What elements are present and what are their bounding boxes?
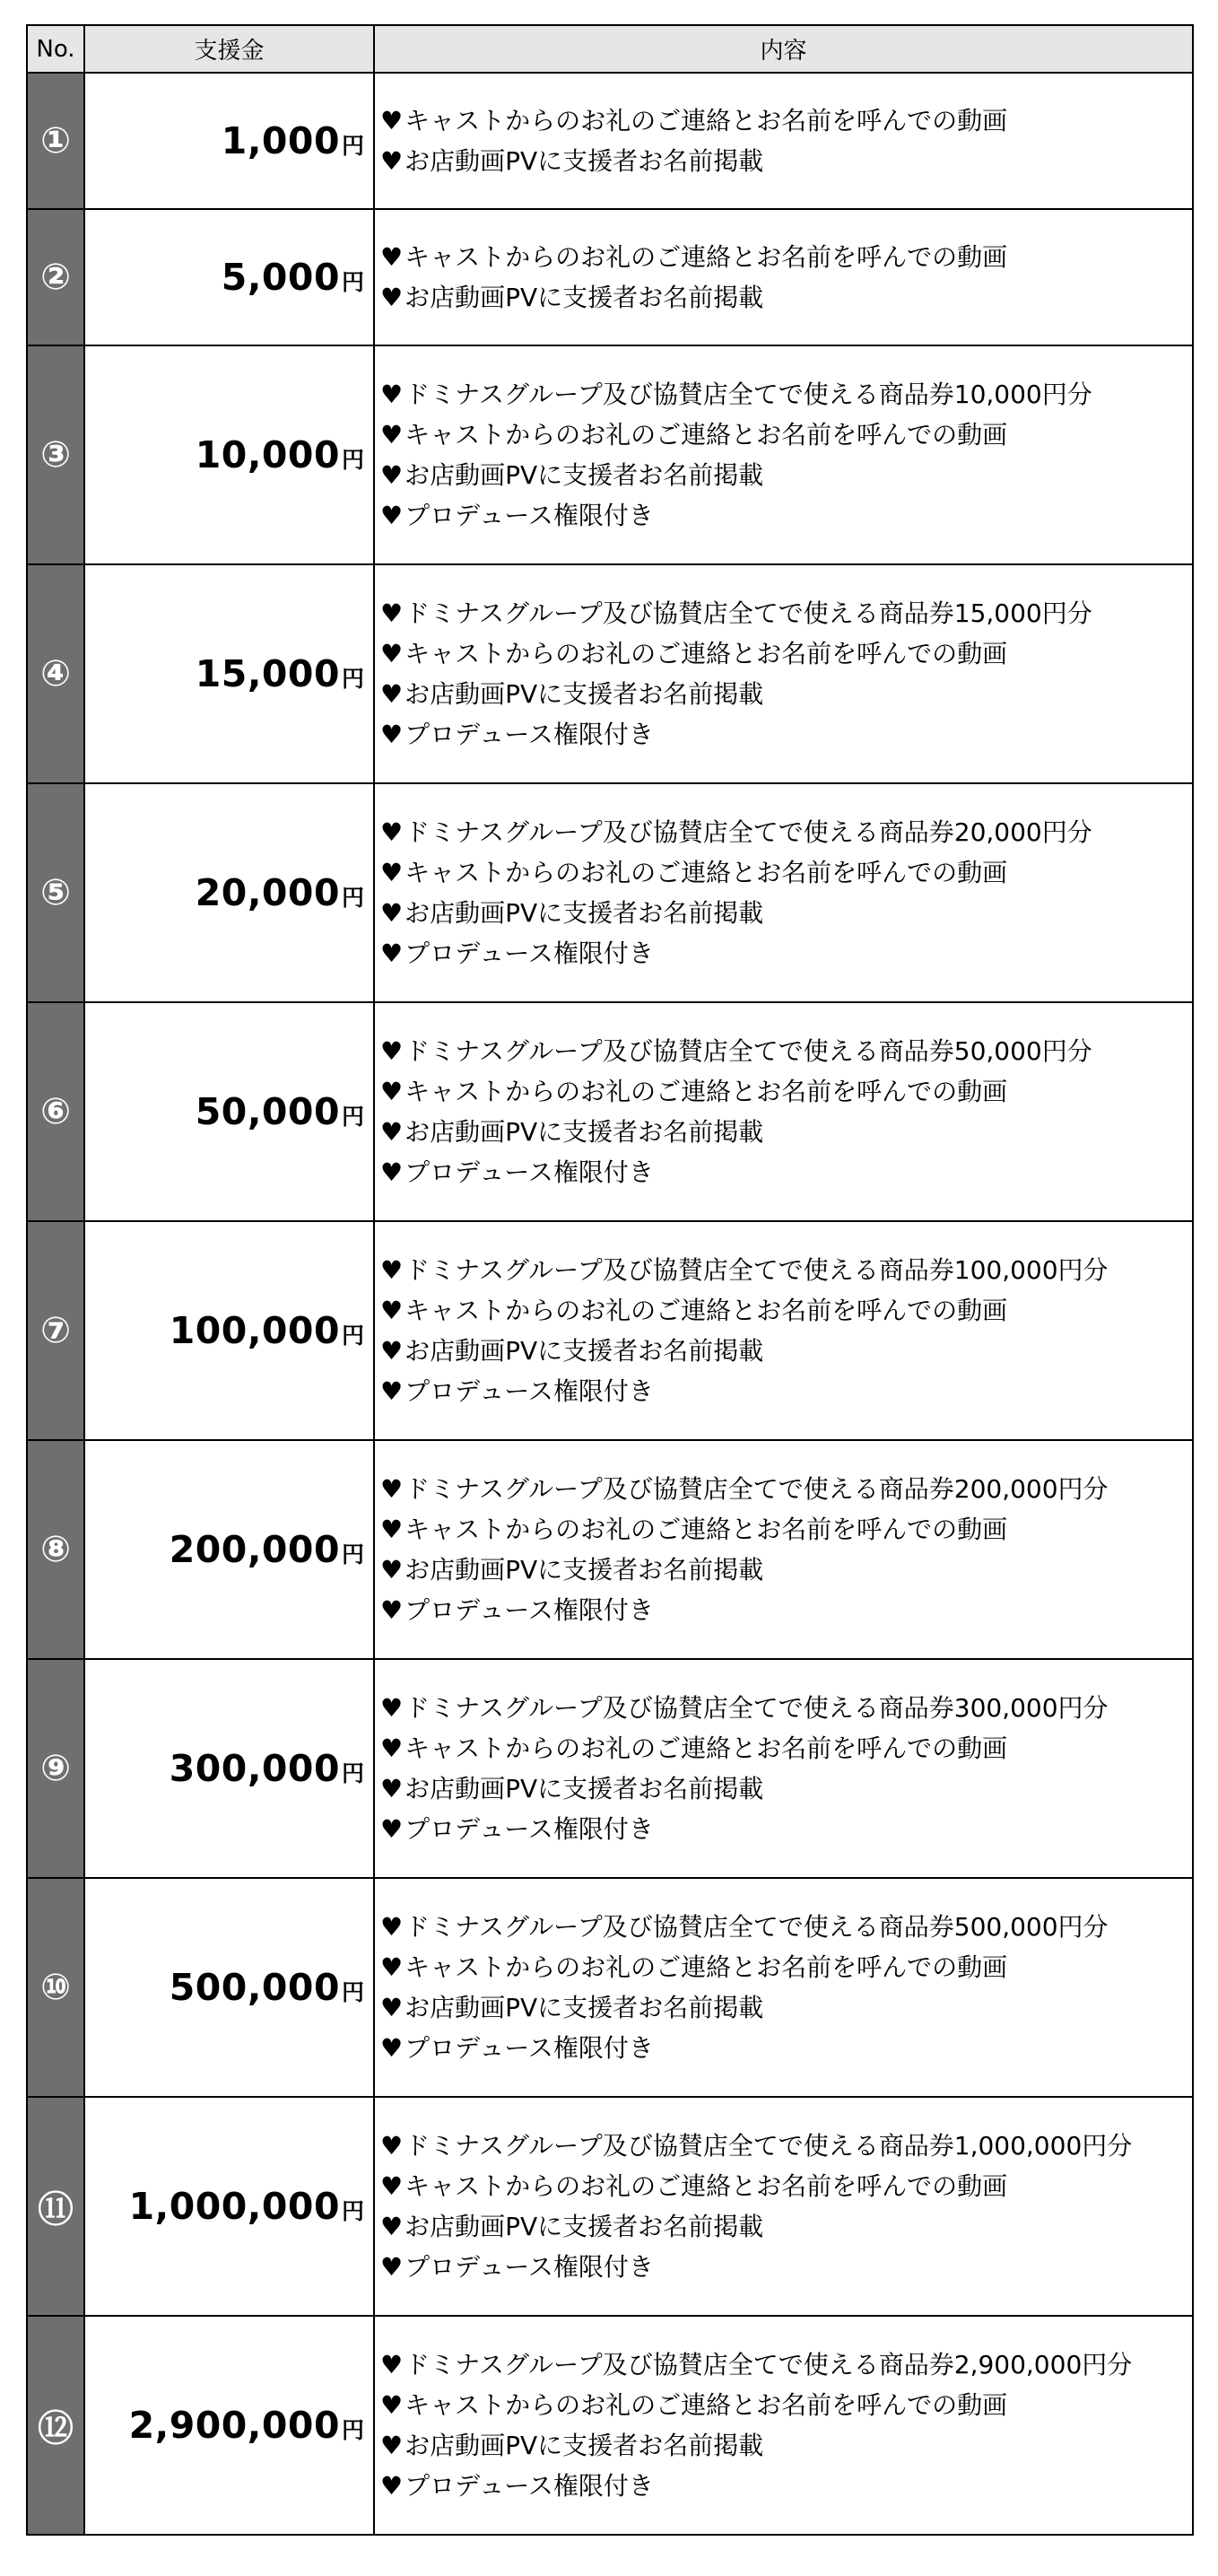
content-item-text: プロデュース権限付き	[405, 1814, 654, 1844]
row-number: ④	[27, 564, 84, 783]
content-item-text: キャストからのお礼のご連絡とお名前を呼んでの動画	[405, 639, 1008, 668]
content-item	[380, 812, 1187, 852]
table-row	[27, 73, 1193, 209]
heart-icon: ♥	[380, 858, 404, 887]
content-item	[380, 674, 1187, 714]
yen-unit: 円	[341, 2417, 364, 2443]
content-cell	[374, 345, 1193, 564]
content-item-text: キャストからのお礼のご連絡とお名前を呼んでの動画	[405, 106, 1008, 135]
content-cell	[374, 209, 1193, 345]
heart-icon: ♥	[380, 2033, 404, 2063]
heart-icon: ♥	[380, 1952, 404, 1982]
amount-cell	[84, 2097, 374, 2316]
amount-cell	[84, 1878, 374, 2097]
heart-icon: ♥	[380, 1993, 404, 2022]
content-item	[380, 1688, 1187, 1728]
yen-unit: 円	[341, 1760, 364, 1786]
table-row	[27, 783, 1193, 1002]
content-item-text: プロデュース権限付き	[405, 939, 654, 968]
amount-cell	[84, 1221, 374, 1440]
heart-icon: ♥	[380, 679, 404, 709]
content-cell	[374, 1002, 1193, 1221]
content-item	[380, 1728, 1187, 1768]
heart-icon: ♥	[380, 1515, 404, 1544]
content-item-text: ドミナスグループ及び協賛店全てで使える商品券20,000円分	[405, 817, 1092, 847]
row-number: ⑩	[27, 1878, 84, 2097]
amount-cell	[84, 73, 374, 209]
content-item	[380, 2345, 1187, 2385]
table-row	[27, 2097, 1193, 2316]
content-item	[380, 1250, 1187, 1290]
content-item-text: お店動画PVに支援者お名前掲載	[405, 1774, 764, 1803]
heart-icon: ♥	[380, 1255, 404, 1285]
amount-cell	[84, 1002, 374, 1221]
content-item	[380, 1947, 1187, 1987]
content-item	[380, 2425, 1187, 2466]
content-item	[380, 933, 1187, 974]
heart-icon: ♥	[380, 2431, 404, 2460]
content-item-text: プロデュース権限付き	[405, 720, 654, 749]
amount-value: 50,000	[195, 1090, 340, 1133]
amount-cell	[84, 1659, 374, 1878]
amount-value: 200,000	[169, 1528, 340, 1571]
content-item-text: お店動画PVに支援者お名前掲載	[405, 1993, 764, 2022]
yen-unit: 円	[341, 1323, 364, 1349]
content-item	[380, 1768, 1187, 1809]
heart-icon: ♥	[380, 2171, 404, 2201]
content-item	[380, 237, 1187, 277]
content-item	[380, 1469, 1187, 1509]
yen-unit: 円	[341, 1979, 364, 2005]
content-item-text: お店動画PVに支援者お名前掲載	[405, 1336, 764, 1366]
heart-icon: ♥	[380, 2471, 404, 2501]
table-row	[27, 1878, 1193, 2097]
content-item	[380, 1509, 1187, 1550]
yen-unit: 円	[341, 666, 364, 692]
heart-icon: ♥	[380, 2131, 404, 2161]
content-item-text: ドミナスグループ及び協賛店全てで使える商品券300,000円分	[405, 1693, 1109, 1723]
amount-value: 20,000	[195, 871, 340, 914]
row-number: ②	[27, 209, 84, 345]
table-row	[27, 2316, 1193, 2535]
content-item	[380, 852, 1187, 893]
content-item-text: ドミナスグループ及び協賛店全てで使える商品券200,000円分	[405, 1474, 1109, 1504]
heart-icon: ♥	[380, 1296, 404, 1325]
row-number: ⑧	[27, 1440, 84, 1659]
heart-icon: ♥	[380, 1555, 404, 1585]
amount-value: 5,000	[221, 256, 340, 299]
heart-icon: ♥	[380, 1157, 404, 1187]
yen-unit: 円	[341, 885, 364, 911]
content-item	[380, 455, 1187, 495]
content-item-text: プロデュース権限付き	[405, 2471, 654, 2501]
content-item-text: ドミナスグループ及び協賛店全てで使える商品券15,000円分	[405, 598, 1092, 628]
content-item-text: キャストからのお礼のご連絡とお名前を呼んでの動画	[405, 1952, 1008, 1982]
amount-value: 500,000	[169, 1966, 340, 2009]
content-item-text: キャストからのお礼のご連絡とお名前を呼んでの動画	[405, 1077, 1008, 1106]
content-item-text: プロデュース権限付き	[405, 501, 654, 530]
yen-unit: 円	[341, 1541, 364, 1567]
content-item	[380, 495, 1187, 536]
row-number: ③	[27, 345, 84, 564]
heart-icon: ♥	[380, 2212, 404, 2241]
heart-icon: ♥	[380, 1733, 404, 1763]
row-number: ⑫	[27, 2316, 84, 2535]
heart-icon: ♥	[380, 720, 404, 749]
content-item	[380, 2385, 1187, 2425]
content-item-text: キャストからのお礼のご連絡とお名前を呼んでの動画	[405, 1515, 1008, 1544]
amount-cell	[84, 1440, 374, 1659]
content-item-text: キャストからのお礼のご連絡とお名前を呼んでの動画	[405, 2171, 1008, 2201]
amount-cell	[84, 209, 374, 345]
row-number: ⑪	[27, 2097, 84, 2316]
amount-value: 10,000	[195, 433, 340, 476]
content-cell	[374, 1878, 1193, 2097]
content-item	[380, 893, 1187, 933]
content-item	[380, 1071, 1187, 1112]
heart-icon: ♥	[380, 639, 404, 668]
heart-icon: ♥	[380, 1077, 404, 1106]
heart-icon: ♥	[380, 1336, 404, 1366]
heart-icon: ♥	[380, 1693, 404, 1723]
table-row	[27, 209, 1193, 345]
content-item-text: お店動画PVに支援者お名前掲載	[405, 679, 764, 709]
yen-unit: 円	[341, 1104, 364, 1130]
content-cell	[374, 73, 1193, 209]
content-cell	[374, 1440, 1193, 1659]
content-item-text: ドミナスグループ及び協賛店全てで使える商品券2,900,000円分	[405, 2350, 1133, 2380]
content-item	[380, 1152, 1187, 1192]
content-item	[380, 593, 1187, 633]
header-amount: 支援金	[84, 25, 374, 73]
content-item	[380, 1590, 1187, 1630]
row-number: ⑨	[27, 1659, 84, 1878]
heart-icon: ♥	[380, 2252, 404, 2282]
table-row	[27, 1440, 1193, 1659]
content-item-text: お店動画PVに支援者お名前掲載	[405, 283, 764, 312]
content-item-text: お店動画PVに支援者お名前掲載	[405, 898, 764, 928]
content-cell	[374, 564, 1193, 783]
content-item-text: キャストからのお礼のご連絡とお名前を呼んでの動画	[405, 420, 1008, 450]
heart-icon: ♥	[380, 1774, 404, 1803]
table-row	[27, 1002, 1193, 1221]
content-cell	[374, 2097, 1193, 2316]
content-item	[380, 1290, 1187, 1331]
content-item-text: プロデュース権限付き	[405, 1157, 654, 1187]
amount-value: 1,000	[221, 119, 340, 162]
content-item-text: ドミナスグループ及び協賛店全てで使える商品券10,000円分	[405, 380, 1092, 409]
content-item-text: お店動画PVに支援者お名前掲載	[405, 1555, 764, 1585]
content-item	[380, 633, 1187, 674]
content-item-text: ドミナスグループ及び協賛店全てで使える商品券500,000円分	[405, 1912, 1109, 1942]
content-item-text: キャストからのお礼のご連絡とお名前を呼んでの動画	[405, 2390, 1008, 2420]
content-item-text: プロデュース権限付き	[405, 2033, 654, 2063]
content-item-text: キャストからのお礼のご連絡とお名前を呼んでの動画	[405, 1296, 1008, 1325]
content-item	[380, 374, 1187, 415]
support-tier-table	[26, 24, 1194, 2536]
yen-unit: 円	[341, 447, 364, 473]
content-item-text: お店動画PVに支援者お名前掲載	[405, 2431, 764, 2460]
content-item	[380, 1987, 1187, 2028]
amount-cell	[84, 564, 374, 783]
heart-icon: ♥	[380, 501, 404, 530]
content-item-text: プロデュース権限付き	[405, 1376, 654, 1406]
yen-unit: 円	[341, 133, 364, 159]
content-item	[380, 2166, 1187, 2206]
content-item	[380, 1371, 1187, 1411]
content-cell	[374, 1221, 1193, 1440]
content-item	[380, 277, 1187, 318]
content-item	[380, 415, 1187, 455]
row-number: ⑥	[27, 1002, 84, 1221]
heart-icon: ♥	[380, 1474, 404, 1504]
table-row	[27, 345, 1193, 564]
content-item-text: プロデュース権限付き	[405, 1595, 654, 1625]
content-item	[380, 100, 1187, 141]
amount-cell	[84, 345, 374, 564]
heart-icon: ♥	[380, 242, 404, 272]
content-cell	[374, 2316, 1193, 2535]
content-item-text: ドミナスグループ及び協賛店全てで使える商品券100,000円分	[405, 1255, 1109, 1285]
content-item	[380, 2466, 1187, 2506]
row-number: ①	[27, 73, 84, 209]
content-item	[380, 714, 1187, 755]
content-item	[380, 1907, 1187, 1947]
content-item-text: お店動画PVに支援者お名前掲載	[405, 1117, 764, 1147]
table-row	[27, 564, 1193, 783]
content-item	[380, 2206, 1187, 2247]
header-no: No.	[27, 25, 84, 73]
content-item-text: お店動画PVに支援者お名前掲載	[405, 146, 764, 176]
content-item-text: お店動画PVに支援者お名前掲載	[405, 2212, 764, 2241]
heart-icon: ♥	[380, 817, 404, 847]
heart-icon: ♥	[380, 1117, 404, 1147]
amount-value: 2,900,000	[128, 2404, 340, 2447]
content-item-text: ドミナスグループ及び協賛店全てで使える商品券1,000,000円分	[405, 2131, 1133, 2161]
content-item-text: キャストからのお礼のご連絡とお名前を呼んでの動画	[405, 242, 1008, 272]
heart-icon: ♥	[380, 146, 404, 176]
heart-icon: ♥	[380, 380, 404, 409]
heart-icon: ♥	[380, 939, 404, 968]
row-number: ⑤	[27, 783, 84, 1002]
row-number: ⑦	[27, 1221, 84, 1440]
content-cell	[374, 1659, 1193, 1878]
heart-icon: ♥	[380, 420, 404, 450]
heart-icon: ♥	[380, 1595, 404, 1625]
heart-icon: ♥	[380, 2390, 404, 2420]
amount-value: 100,000	[169, 1309, 340, 1352]
amount-value: 15,000	[195, 652, 340, 695]
content-item-text: キャストからのお礼のご連絡とお名前を呼んでの動画	[405, 1733, 1008, 1763]
heart-icon: ♥	[380, 1814, 404, 1844]
amount-value: 300,000	[169, 1747, 340, 1790]
heart-icon: ♥	[380, 1912, 404, 1942]
heart-icon: ♥	[380, 1376, 404, 1406]
content-item-text: キャストからのお礼のご連絡とお名前を呼んでの動画	[405, 858, 1008, 887]
content-item-text: ドミナスグループ及び協賛店全てで使える商品券50,000円分	[405, 1036, 1092, 1066]
content-cell	[374, 783, 1193, 1002]
heart-icon: ♥	[380, 898, 404, 928]
content-item	[380, 1112, 1187, 1152]
content-item	[380, 2247, 1187, 2287]
content-item	[380, 1031, 1187, 1071]
content-item-text: お店動画PVに支援者お名前掲載	[405, 460, 764, 490]
table-row	[27, 1221, 1193, 1440]
amount-value: 1,000,000	[128, 2185, 340, 2228]
heart-icon: ♥	[380, 2350, 404, 2380]
table-row	[27, 1659, 1193, 1878]
amount-cell	[84, 2316, 374, 2535]
yen-unit: 円	[341, 2198, 364, 2224]
content-item-text: プロデュース権限付き	[405, 2252, 654, 2282]
content-item	[380, 1809, 1187, 1849]
header-row	[27, 25, 1193, 73]
content-item	[380, 2126, 1187, 2166]
yen-unit: 円	[341, 269, 364, 295]
heart-icon: ♥	[380, 598, 404, 628]
content-item	[380, 1550, 1187, 1590]
amount-cell	[84, 783, 374, 1002]
content-item	[380, 1331, 1187, 1371]
table-body	[27, 73, 1193, 2535]
header-content: 内容	[374, 25, 1193, 73]
content-item	[380, 2028, 1187, 2068]
content-item	[380, 141, 1187, 181]
heart-icon: ♥	[380, 1036, 404, 1066]
heart-icon: ♥	[380, 283, 404, 312]
heart-icon: ♥	[380, 106, 404, 135]
heart-icon: ♥	[380, 460, 404, 490]
